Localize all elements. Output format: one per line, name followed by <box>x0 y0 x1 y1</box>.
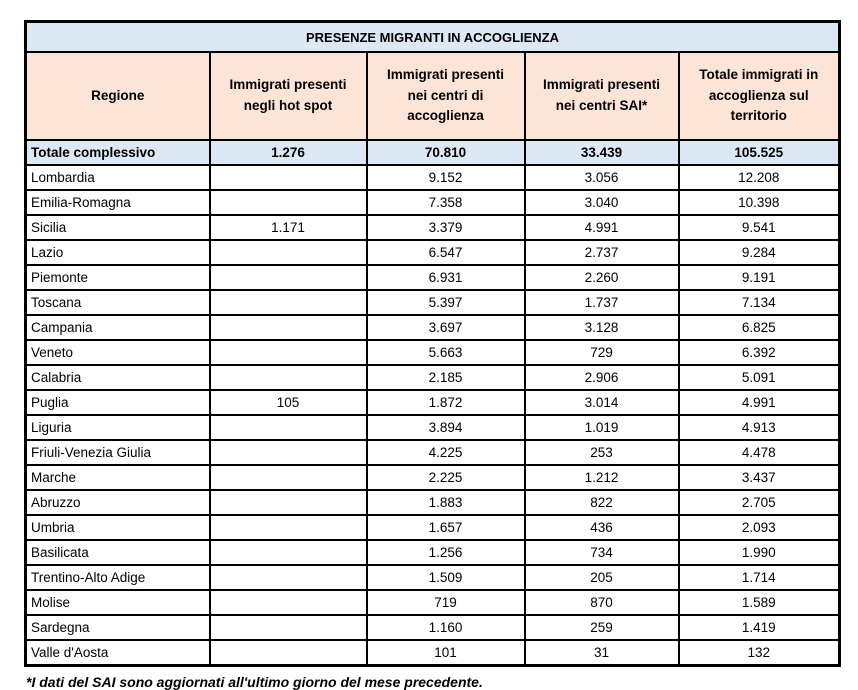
hotspot-cell <box>210 290 367 315</box>
hotspot-cell <box>210 615 367 640</box>
region-cell: Sardegna <box>26 615 210 640</box>
region-cell: Campania <box>26 315 210 340</box>
column-header-totale: Totale immigrati in accoglienza sul territorio <box>679 52 840 140</box>
hotspot-cell <box>210 465 367 490</box>
centri-cell: 5.663 <box>367 340 525 365</box>
table-row <box>26 340 840 365</box>
centri-cell: 719 <box>367 590 525 615</box>
hotspot-cell <box>210 540 367 565</box>
total-sai-value: 33.439 <box>525 140 679 165</box>
totale-cell: 7.134 <box>679 290 840 315</box>
table-row <box>26 515 840 540</box>
totale-cell: 2.093 <box>679 515 840 540</box>
totale-cell: 1.419 <box>679 615 840 640</box>
column-header-regione: Regione <box>26 52 210 140</box>
centri-cell: 7.358 <box>367 190 525 215</box>
totale-cell: 132 <box>679 640 840 666</box>
sai-cell: 1.212 <box>525 465 679 490</box>
table-row <box>26 415 840 440</box>
table-row <box>26 465 840 490</box>
sai-cell: 870 <box>525 590 679 615</box>
sai-cell: 2.906 <box>525 365 679 390</box>
totale-cell: 1.589 <box>679 590 840 615</box>
table-row <box>26 640 840 666</box>
totale-cell: 9.284 <box>679 240 840 265</box>
centri-cell: 1.509 <box>367 565 525 590</box>
sai-cell: 3.040 <box>525 190 679 215</box>
centri-cell: 4.225 <box>367 440 525 465</box>
sai-cell: 729 <box>525 340 679 365</box>
region-cell: Basilicata <box>26 540 210 565</box>
centri-cell: 6.931 <box>367 265 525 290</box>
table-title: PRESENZE MIGRANTI IN ACCOGLIENZA <box>26 22 840 53</box>
region-cell: Abruzzo <box>26 490 210 515</box>
sai-cell: 205 <box>525 565 679 590</box>
hotspot-cell <box>210 565 367 590</box>
total-totale-value: 105.525 <box>679 140 840 165</box>
totale-cell: 6.392 <box>679 340 840 365</box>
sai-cell: 259 <box>525 615 679 640</box>
centri-cell: 6.547 <box>367 240 525 265</box>
total-row <box>26 140 840 165</box>
hotspot-cell <box>210 165 367 190</box>
centri-cell: 1.160 <box>367 615 525 640</box>
centri-cell: 2.225 <box>367 465 525 490</box>
table-row <box>26 215 840 240</box>
totale-cell: 1.990 <box>679 540 840 565</box>
totale-cell: 2.705 <box>679 490 840 515</box>
totale-cell: 9.541 <box>679 215 840 240</box>
totale-cell: 4.991 <box>679 390 840 415</box>
table-row <box>26 615 840 640</box>
hotspot-cell <box>210 640 367 666</box>
hotspot-cell <box>210 240 367 265</box>
table-row <box>26 540 840 565</box>
sai-cell: 253 <box>525 440 679 465</box>
sai-cell: 3.128 <box>525 315 679 340</box>
sai-cell: 3.056 <box>525 165 679 190</box>
sai-cell: 2.737 <box>525 240 679 265</box>
table-row <box>26 240 840 265</box>
totale-cell: 10.398 <box>679 190 840 215</box>
table-row <box>26 365 840 390</box>
centri-cell: 3.379 <box>367 215 525 240</box>
total-hotspot-value: 1.276 <box>210 140 367 165</box>
centri-cell: 1.256 <box>367 540 525 565</box>
total-row-label: Totale complessivo <box>26 140 210 165</box>
table-row <box>26 390 840 415</box>
total-centri-value: 70.810 <box>367 140 525 165</box>
document-page <box>24 20 838 690</box>
table-row <box>26 165 840 190</box>
region-cell: Marche <box>26 465 210 490</box>
centri-cell: 2.185 <box>367 365 525 390</box>
hotspot-cell <box>210 365 367 390</box>
hotspot-cell <box>210 415 367 440</box>
sai-cell: 2.260 <box>525 265 679 290</box>
totale-cell: 4.913 <box>679 415 840 440</box>
hotspot-cell <box>210 515 367 540</box>
hotspot-cell <box>210 340 367 365</box>
totale-cell: 6.825 <box>679 315 840 340</box>
region-cell: Sicilia <box>26 215 210 240</box>
hotspot-cell <box>210 315 367 340</box>
table-row <box>26 440 840 465</box>
hotspot-cell: 1.171 <box>210 215 367 240</box>
centri-cell: 5.397 <box>367 290 525 315</box>
sai-cell: 31 <box>525 640 679 666</box>
table-title-row <box>26 22 840 53</box>
sai-cell: 436 <box>525 515 679 540</box>
sai-footnote: *I dati del SAI sono aggiornati all'ultimo giorno del mese precedente. <box>26 674 483 690</box>
hotspot-cell <box>210 190 367 215</box>
centri-cell: 1.657 <box>367 515 525 540</box>
region-cell: Toscana <box>26 290 210 315</box>
table-row <box>26 290 840 315</box>
region-cell: Lombardia <box>26 165 210 190</box>
region-cell: Friuli-Venezia Giulia <box>26 440 210 465</box>
region-cell: Trentino-Alto Adige <box>26 565 210 590</box>
sai-cell: 734 <box>525 540 679 565</box>
region-cell: Lazio <box>26 240 210 265</box>
sai-cell: 3.014 <box>525 390 679 415</box>
region-cell: Calabria <box>26 365 210 390</box>
column-header-centri-sai: Immigrati presenti nei centri SAI* <box>525 52 679 140</box>
sai-cell: 4.991 <box>525 215 679 240</box>
table-row <box>26 190 840 215</box>
region-cell: Molise <box>26 590 210 615</box>
centri-cell: 3.894 <box>367 415 525 440</box>
column-header-centri-accoglienza: Immigrati presenti nei centri di accoglienza <box>367 52 525 140</box>
table-row <box>26 490 840 515</box>
table-row <box>26 590 840 615</box>
hotspot-cell: 105 <box>210 390 367 415</box>
centri-cell: 1.872 <box>367 390 525 415</box>
hotspot-cell <box>210 265 367 290</box>
region-cell: Umbria <box>26 515 210 540</box>
table-row <box>26 565 840 590</box>
hotspot-cell <box>210 590 367 615</box>
totale-cell: 5.091 <box>679 365 840 390</box>
table-row <box>26 315 840 340</box>
centri-cell: 101 <box>367 640 525 666</box>
region-cell: Liguria <box>26 415 210 440</box>
region-cell: Valle d'Aosta <box>26 640 210 666</box>
sai-cell: 822 <box>525 490 679 515</box>
centri-cell: 9.152 <box>367 165 525 190</box>
column-header-hotspot: Immigrati presenti negli hot spot <box>210 52 367 140</box>
totale-cell: 12.208 <box>679 165 840 190</box>
region-cell: Veneto <box>26 340 210 365</box>
region-cell: Puglia <box>26 390 210 415</box>
region-cell: Piemonte <box>26 265 210 290</box>
hotspot-cell <box>210 490 367 515</box>
totale-cell: 1.714 <box>679 565 840 590</box>
table-row <box>26 265 840 290</box>
centri-cell: 1.883 <box>367 490 525 515</box>
region-cell: Emilia-Romagna <box>26 190 210 215</box>
totale-cell: 4.478 <box>679 440 840 465</box>
hotspot-cell <box>210 440 367 465</box>
centri-cell: 3.697 <box>367 315 525 340</box>
table-header-row <box>26 52 840 140</box>
sai-cell: 1.737 <box>525 290 679 315</box>
totale-cell: 9.191 <box>679 265 840 290</box>
presenze-migranti-table <box>24 20 841 667</box>
sai-cell: 1.019 <box>525 415 679 440</box>
totale-cell: 3.437 <box>679 465 840 490</box>
